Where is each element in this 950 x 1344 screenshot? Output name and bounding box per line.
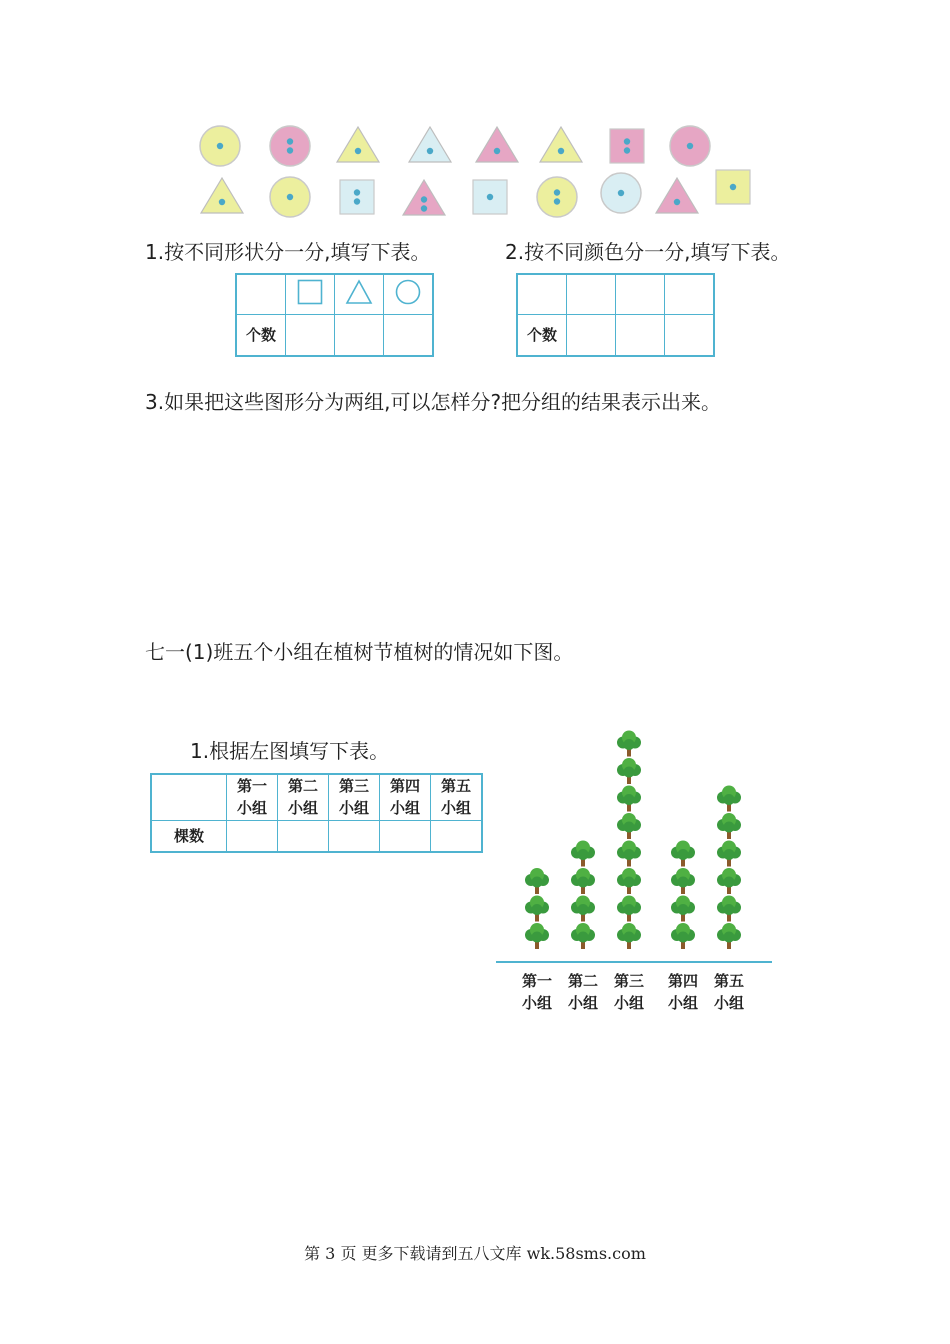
tree-count-table [150, 773, 483, 853]
tree-icon [617, 731, 641, 757]
category-label: 第一 [521, 972, 553, 990]
tree-icon [717, 923, 741, 949]
table-header-cell [286, 274, 335, 314]
table-header-cell [384, 274, 434, 314]
category-label: 第五 [713, 972, 745, 990]
circle-icon [395, 279, 421, 305]
tree-icon [571, 923, 595, 949]
answer-cell[interactable] [567, 314, 616, 356]
category-label: 小组 [521, 994, 553, 1012]
table-corner-cell [517, 274, 567, 314]
row-label: 个数 [517, 314, 567, 356]
tree-icon [717, 841, 741, 867]
answer-cell[interactable] [616, 274, 665, 314]
answer-cell[interactable] [567, 274, 616, 314]
table-corner-cell [151, 774, 227, 820]
tree-icon [617, 786, 641, 812]
group-header-1: 第一 小组 [227, 774, 278, 820]
color-count-table [516, 273, 715, 357]
tree-icon [617, 758, 641, 784]
answer-cell[interactable] [384, 314, 434, 356]
answer-cell[interactable] [616, 314, 665, 356]
group-header-2: 第二 小组 [278, 774, 329, 820]
tree-icon [717, 813, 741, 839]
tree-icon [717, 896, 741, 922]
group-header-4: 第四 小组 [380, 774, 431, 820]
tree-pictograph [490, 720, 780, 1020]
tree-icon [671, 896, 695, 922]
tree-icon [617, 896, 641, 922]
category-label: 第二 [567, 972, 599, 990]
triangle-icon [409, 127, 451, 162]
circle-icon [270, 126, 310, 166]
answer-cell[interactable] [335, 314, 384, 356]
triangle-icon [656, 178, 698, 213]
question-2: 2.按不同颜色分一分,填写下表。 [505, 240, 791, 264]
shapes-illustration [180, 115, 770, 225]
circle-icon [537, 177, 577, 217]
answer-cell[interactable] [380, 820, 431, 852]
square-icon [340, 180, 374, 214]
square-icon [297, 279, 323, 305]
square-icon [610, 129, 644, 163]
group-header-5: 第五 小组 [431, 774, 483, 820]
group-header-3: 第三 小组 [329, 774, 380, 820]
tree-icon [525, 923, 549, 949]
triangle-icon [201, 178, 243, 213]
answer-cell[interactable] [286, 314, 335, 356]
category-label: 第三 [613, 972, 645, 990]
row-label: 棵数 [151, 820, 227, 852]
circle-icon [200, 126, 240, 166]
category-label: 小组 [713, 994, 745, 1012]
tree-icon [617, 841, 641, 867]
category-label: 小组 [613, 994, 645, 1012]
question-3: 3.如果把这些图形分为两组,可以怎样分?把分组的结果表示出来。 [145, 390, 722, 414]
row-label: 个数 [236, 314, 286, 356]
tree-icon [717, 786, 741, 812]
triangle-icon [337, 127, 379, 162]
footer-text: 第 3 页 更多下载请到五八文库 wk.58sms.com [304, 1244, 646, 1263]
category-label: 小组 [567, 994, 599, 1012]
tree-icon [717, 868, 741, 894]
answer-cell[interactable] [665, 274, 715, 314]
tree-icon [617, 868, 641, 894]
circle-icon [670, 126, 710, 166]
triangle-icon [476, 127, 518, 162]
tree-icon [617, 813, 641, 839]
category-label: 小组 [667, 994, 699, 1012]
tree-icon [571, 841, 595, 867]
circle-icon [601, 173, 641, 213]
tree-icon [525, 896, 549, 922]
tree-icon [617, 923, 641, 949]
section-7-title: 七一(1)班五个小组在植树节植树的情况如下图。 [145, 640, 574, 664]
answer-cell[interactable] [278, 820, 329, 852]
answer-cell[interactable] [431, 820, 483, 852]
question-1: 1.按不同形状分一分,填写下表。 [145, 240, 431, 264]
question-7-1: 1.根据左图填写下表。 [190, 739, 390, 763]
shape-count-table [235, 273, 434, 357]
square-icon [473, 180, 507, 214]
tree-icon [671, 868, 695, 894]
tree-icon [571, 868, 595, 894]
tree-icon [571, 896, 595, 922]
answer-cell[interactable] [665, 314, 715, 356]
triangle-icon [403, 180, 445, 215]
tree-icon [671, 841, 695, 867]
tree-icon [671, 923, 695, 949]
triangle-icon [540, 127, 582, 162]
answer-cell[interactable] [329, 820, 380, 852]
triangle-icon [345, 279, 373, 305]
table-corner-cell [236, 274, 286, 314]
circle-icon [270, 177, 310, 217]
answer-cell[interactable] [227, 820, 278, 852]
table-header-cell [335, 274, 384, 314]
category-label: 第四 [667, 972, 699, 990]
tree-icon [525, 868, 549, 894]
square-icon [716, 170, 750, 204]
